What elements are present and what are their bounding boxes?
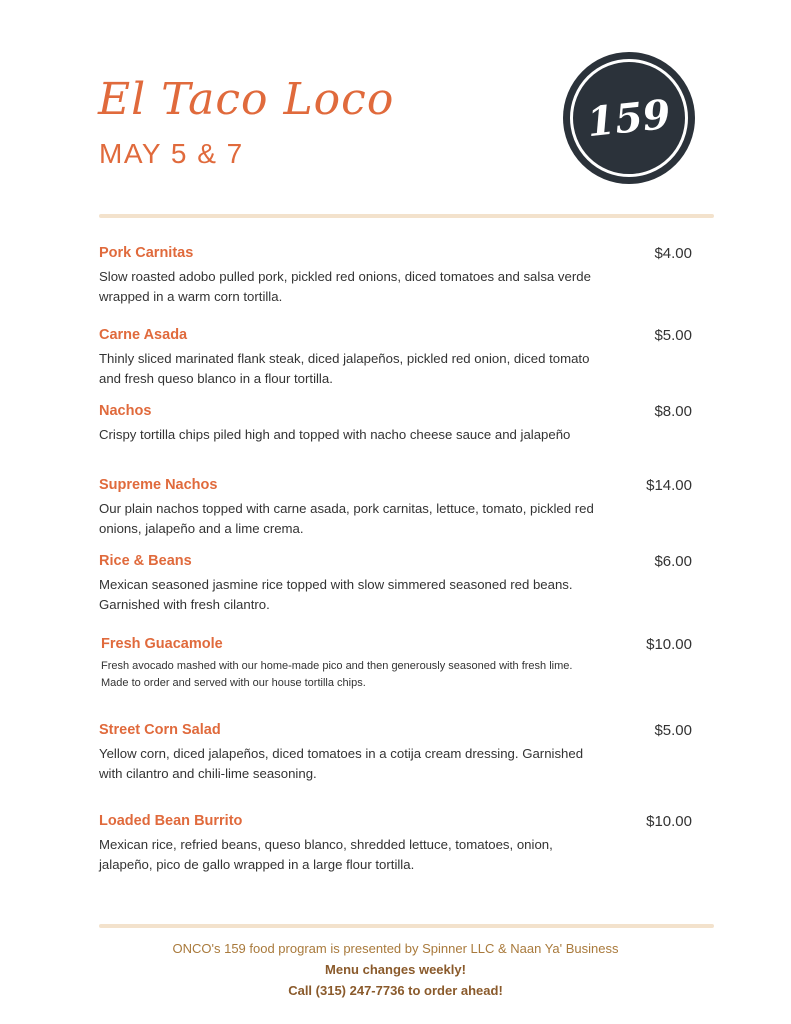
menu-item-price: $14.00 — [646, 477, 692, 494]
menu-item — [99, 553, 694, 615]
menu-item-name: Nachos — [99, 403, 152, 419]
menu-item — [99, 722, 694, 784]
menu-item-name: Rice & Beans — [99, 553, 192, 569]
menu-item-description: Our plain nachos topped with carne asada, pork carnitas, lettuce, tomato, pickled red onions, jalapeño and a lime crema. — [99, 501, 594, 536]
menu-item-name: Supreme Nachos — [99, 477, 218, 493]
footer-sponsor-text: ONCO's 159 food program is presented by Spinner LLC & Naan Ya' Business — [172, 941, 619, 956]
menu-item — [99, 813, 694, 875]
menu-item-description: Fresh avocado mashed with our home-made pico and then generously seasoned with fresh lime. Made to order and served with our house tortilla chips. — [101, 660, 573, 689]
menu-item-name: Fresh Guacamole — [101, 636, 223, 652]
menu-item-price: $10.00 — [646, 636, 692, 653]
badge-number: 159 — [585, 90, 673, 146]
menu-item-description: Mexican rice, refried beans, queso blanco, shredded lettuce, tomatoes, onion, jalapeño, pico de gallo wrapped in a large flour tortilla. — [99, 837, 553, 872]
number-badge — [563, 52, 695, 184]
menu-item-price: $4.00 — [654, 245, 692, 262]
footer-phone: Call (315) 247-7736 to order ahead! — [288, 983, 503, 998]
event-dates: MAY 5 & 7 — [99, 138, 244, 169]
top-divider — [99, 214, 714, 218]
menu-item-name: Carne Asada — [99, 327, 188, 343]
menu-item — [99, 245, 694, 307]
menu-item-price: $10.00 — [646, 813, 692, 830]
footer-weekly-note: Menu changes weekly! — [325, 962, 466, 977]
menu-item-price: $6.00 — [654, 553, 692, 570]
menu-item-price: $5.00 — [654, 327, 692, 344]
menu-item — [99, 477, 694, 539]
menu-item-description: Yellow corn, diced jalapeños, diced tomatoes in a cotija cream dressing. Garnished with cilantro and chili-lime seasoning. — [99, 746, 584, 781]
bottom-divider — [99, 924, 714, 928]
menu-item — [99, 403, 694, 445]
menu-item-description: Mexican seasoned jasmine rice topped with slow simmered seasoned red beans. Garnished with fresh cilantro. — [99, 577, 573, 612]
menu-item-name: Loaded Bean Burrito — [99, 813, 243, 829]
menu-item-description: Thinly sliced marinated flank steak, diced jalapeños, pickled red onion, diced tomato and fresh queso blanco in a flour tortilla. — [99, 351, 590, 386]
menu-item — [99, 327, 694, 389]
menu-item-description: Slow roasted adobo pulled pork, pickled red onions, diced tomatoes and salsa verde wrapped in a warm corn tortilla. — [99, 269, 591, 304]
menu-item-name: Pork Carnitas — [99, 245, 194, 261]
brand-title: El Taco Loco — [98, 74, 395, 125]
menu-item — [101, 636, 694, 692]
menu-item-price: $5.00 — [654, 722, 692, 739]
menu-item-name: Street Corn Salad — [99, 722, 221, 738]
menu-item-description: Crispy tortilla chips piled high and topped with nacho cheese sauce and jalapeño — [99, 427, 571, 442]
menu-item-price: $8.00 — [654, 403, 692, 420]
